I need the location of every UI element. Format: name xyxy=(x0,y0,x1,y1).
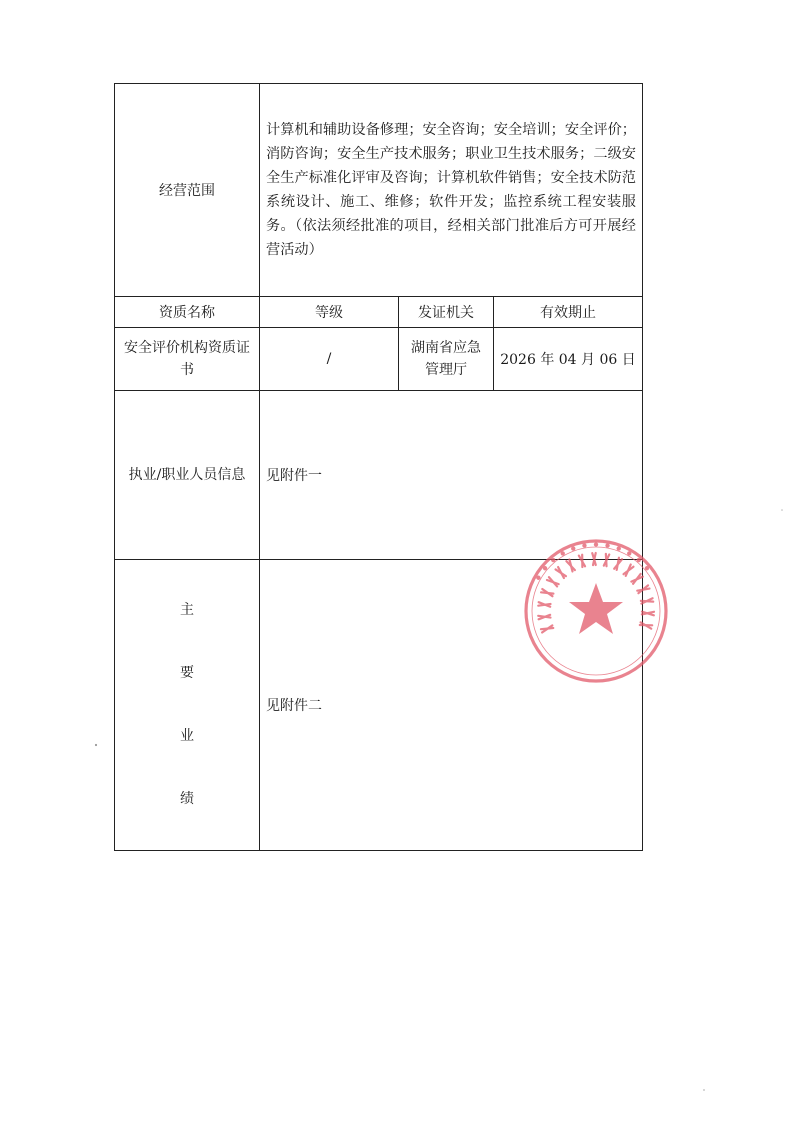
performance-row xyxy=(115,560,643,851)
personnel-content: 见附件一 xyxy=(260,391,643,560)
performance-label-char: 要 xyxy=(180,665,194,681)
qualification-issuer-value: 湖南省应急管理厅 xyxy=(399,328,494,391)
performance-label-char: 主 xyxy=(180,602,194,618)
business-scope-row xyxy=(115,84,643,297)
qualification-issuer-header: 发证机关 xyxy=(399,297,494,328)
enterprise-info-table xyxy=(114,83,643,851)
qualification-grade-header: 等级 xyxy=(260,297,399,328)
performance-content: 见附件二 xyxy=(260,560,643,851)
qualification-valid-header: 有效期止 xyxy=(494,297,643,328)
business-scope-cell xyxy=(260,84,643,297)
performance-label xyxy=(115,560,260,851)
qualification-name-value: 安全评价机构资质证书 xyxy=(115,328,260,391)
seal-char-mark xyxy=(641,598,652,603)
seal-char-mark xyxy=(642,612,654,616)
qualification-header-row xyxy=(115,297,643,328)
business-scope-content: 计算机和辅助设备修理；安全咨询；安全培训；安全评价；消防咨询；安全生产技术服务；职业卫生技术服务；二级安全生产标准化评审及咨询；计算机软件销售；安全技术防范系统设计、施工、维修；软件开发；监控系统工程安装服务。（依法须经批准的项目，经相关部门批准后方可开展经营活动） xyxy=(266,122,636,258)
business-scope-label: 经营范围 xyxy=(115,84,260,297)
personnel-row xyxy=(115,391,643,560)
document-sheet xyxy=(114,83,642,851)
performance-label-char: 绩 xyxy=(180,791,194,807)
qualification-grade-value: / xyxy=(260,328,399,391)
qualification-row xyxy=(115,328,643,391)
qualification-valid-value: 2026 年 04 月 06 日 xyxy=(494,328,643,391)
performance-label-stack xyxy=(115,579,259,831)
performance-label-char: 业 xyxy=(180,728,194,744)
seal-number-dot xyxy=(646,567,648,569)
personnel-label: 执业/职业人员信息 xyxy=(115,391,260,560)
seal-char-mark xyxy=(642,612,654,615)
qualification-name-header: 资质名称 xyxy=(115,297,260,328)
